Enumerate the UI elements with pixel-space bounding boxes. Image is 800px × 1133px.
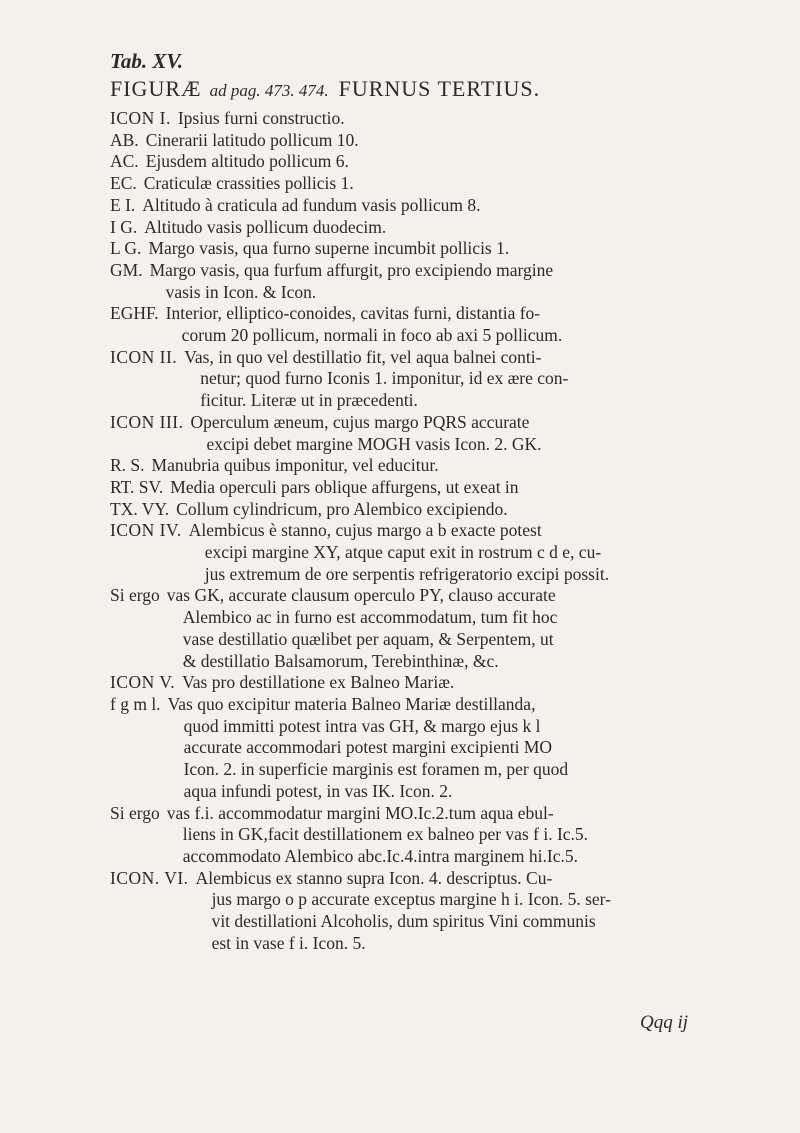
entry-line: Margo vasis, qua furno superne incumbit pollicis 1. (148, 238, 510, 259)
entry-line: aqua infundi potest, in vas IK. Icon. 2. (183, 780, 453, 801)
entry-text (146, 151, 760, 173)
entry-line: est in vase f i. Icon. 5. (211, 932, 366, 953)
legend-entry (110, 130, 760, 152)
entry-text (184, 347, 760, 412)
entry-line: Vas pro destillatione ex Balneo Mariæ. (182, 672, 455, 693)
entry-text (144, 217, 760, 239)
legend-entry (110, 477, 760, 499)
entry-line: liens in GK,facit destillationem ex balneo per vas f i. Ic.5. (182, 824, 589, 845)
legend-entry (110, 260, 760, 303)
entry-label: AC. (110, 151, 139, 172)
legend-entry (110, 499, 760, 521)
entry-label: Si ergo (110, 585, 160, 606)
entry-label: ICON IV. (110, 520, 182, 541)
entry-line: accommodato Alembico abc.Ic.4.intra marginem hi.Ic.5. (182, 845, 578, 866)
legend-entry (110, 303, 760, 346)
entry-line: Media operculi pars oblique affurgens, ut exeat in (170, 476, 519, 497)
entry-label: ICON I. (110, 108, 171, 128)
legend-entry (110, 672, 760, 694)
entry-label: ICON II. (110, 346, 178, 367)
legend-entry (110, 238, 760, 260)
legend-entry (110, 347, 760, 412)
entry-text (144, 173, 760, 195)
entry-line: corum 20 pollicum, normali in foco ab axi 5 pollicum. (181, 325, 563, 346)
page-header (110, 74, 760, 104)
entry-line: jus extremum de ore serpentis refrigeratorio excipi possit. (204, 563, 610, 584)
page-reference: ad pag. 473. 474. (209, 81, 329, 100)
entry-label: ICON. VI. (110, 867, 189, 888)
entry-line: vas f.i. accommodatur margini MO.Ic.2.tum aqua ebul- (166, 802, 554, 823)
entry-text (167, 803, 760, 868)
entry-label: I G. (110, 216, 138, 237)
entry-label: AB. (110, 129, 139, 150)
signature-mark: Qqq ij (640, 1012, 689, 1033)
entry-line: Cinerarii latitudo pollicum 10. (145, 129, 359, 150)
entry-line: Interior, elliptico-conoides, cavitas furni, distantia fo- (165, 303, 541, 324)
entry-label: L G. (110, 238, 142, 259)
legend-entry (110, 217, 760, 239)
entry-text (167, 585, 760, 672)
entry-text (176, 499, 760, 521)
entry-line: quod immitti potest intra vas GH, & margo ejus k l (183, 715, 541, 736)
entry-label: f g m l. (110, 693, 161, 714)
entry-line: Operculum æneum, cujus margo PQRS accurate (190, 411, 530, 432)
section-title: FURNUS TERTIUS. (338, 76, 541, 101)
entry-line: jus margo o p accurate exceptus margine h i. Icon. 5. ser- (211, 889, 611, 910)
legend-entry (110, 412, 760, 455)
entry-text (189, 520, 760, 585)
entry-text (146, 130, 760, 152)
legend-entry (110, 151, 760, 173)
entry-line: Vas quo excipitur materia Balneo Mariæ destillanda, (167, 693, 536, 714)
entry-line: vase destillatio quælibet per aquam, & Serpentem, ut (182, 628, 554, 649)
entry-line: netur; quod furno Iconis 1. imponitur, id ex ære con- (200, 368, 569, 389)
entry-line: Alembicus è stanno, cujus margo a b exacte potest (188, 520, 542, 541)
entry-line: Collum cylindricum, pro Alembico excipiendo. (176, 498, 508, 519)
entry-line: Manubria quibus imponitur, vel educitur. (151, 455, 439, 476)
legend-entry (110, 694, 760, 803)
figure-legend (110, 108, 760, 954)
legend-entry (110, 173, 760, 195)
entry-line: vas GK, accurate clausum operculo PY, clauso accurate (166, 585, 556, 606)
entry-label: EC. (110, 173, 137, 194)
entry-text (148, 238, 760, 260)
legend-entry (110, 585, 760, 672)
entry-line: Alembicus ex stanno supra Icon. 4. descriptus. Cu- (195, 867, 553, 888)
entry-line: & destillatio Balsamorum, Terebinthinæ, &c. (182, 650, 499, 671)
entry-label: EGHF. (110, 303, 159, 324)
legend-entry (110, 868, 760, 955)
entry-line: Icon. 2. in superficie marginis est foramen m, per quod (183, 759, 569, 780)
entry-text (170, 477, 760, 499)
entry-line: accurate accommodari potest margini excipienti MO (183, 737, 553, 758)
figurae-heading: FIGURÆ (110, 76, 202, 101)
entry-text (191, 412, 760, 455)
entry-line: excipi margine XY, atque caput exit in rostrum c d e, cu- (204, 542, 602, 563)
entry-text (182, 672, 760, 694)
entry-text (150, 260, 760, 303)
entry-label: E I. (110, 194, 136, 215)
entry-line: vit destillationi Alcoholis, dum spiritus Vini communis (211, 911, 596, 932)
entry-line: excipi debet margine MOGH vasis Icon. 2. GK. (206, 433, 542, 454)
legend-entry (110, 803, 760, 868)
entry-line: Alembico ac in furno est accommodatum, tum fit hoc (182, 607, 558, 628)
entry-text (142, 195, 760, 217)
plate-label: Tab. XV. (110, 49, 183, 73)
entry-label: GM. (110, 259, 143, 280)
entry-text (168, 694, 760, 803)
entry-label: Si ergo (110, 802, 160, 823)
entry-label: ICON III. (110, 411, 184, 432)
entry-line: Ejusdem altitudo pollicum 6. (145, 151, 349, 172)
legend-entry (110, 455, 760, 477)
entry-text (196, 868, 760, 955)
entry-line: Craticulæ crassities pollicis 1. (143, 173, 354, 194)
legend-entry (110, 195, 760, 217)
legend-entry (110, 108, 760, 130)
entry-text (166, 303, 760, 346)
entry-line: Altitudo à craticula ad fundum vasis pollicum 8. (142, 194, 481, 215)
entry-line: Vas, in quo vel destillatio fit, vel aqua balnei conti- (184, 346, 542, 367)
entry-label: RT. SV. (110, 476, 164, 497)
entry-text (152, 455, 760, 477)
entry-line: Altitudo vasis pollicum duodecim. (144, 216, 387, 237)
entry-line: Margo vasis, qua furfum affurgit, pro excipiendo margine (149, 259, 554, 280)
entry-text (178, 108, 760, 130)
entry-label: TX. VY. (110, 498, 170, 519)
entry-line: vasis in Icon. & Icon. (165, 281, 317, 302)
entry-label: R. S. (110, 455, 145, 476)
entry-label: ICON V. (110, 672, 176, 693)
entry-line: ficitur. Literæ ut in præcedenti. (200, 390, 418, 411)
legend-entry (110, 520, 760, 585)
entry-line: Ipsius furni constructio. (177, 108, 345, 128)
